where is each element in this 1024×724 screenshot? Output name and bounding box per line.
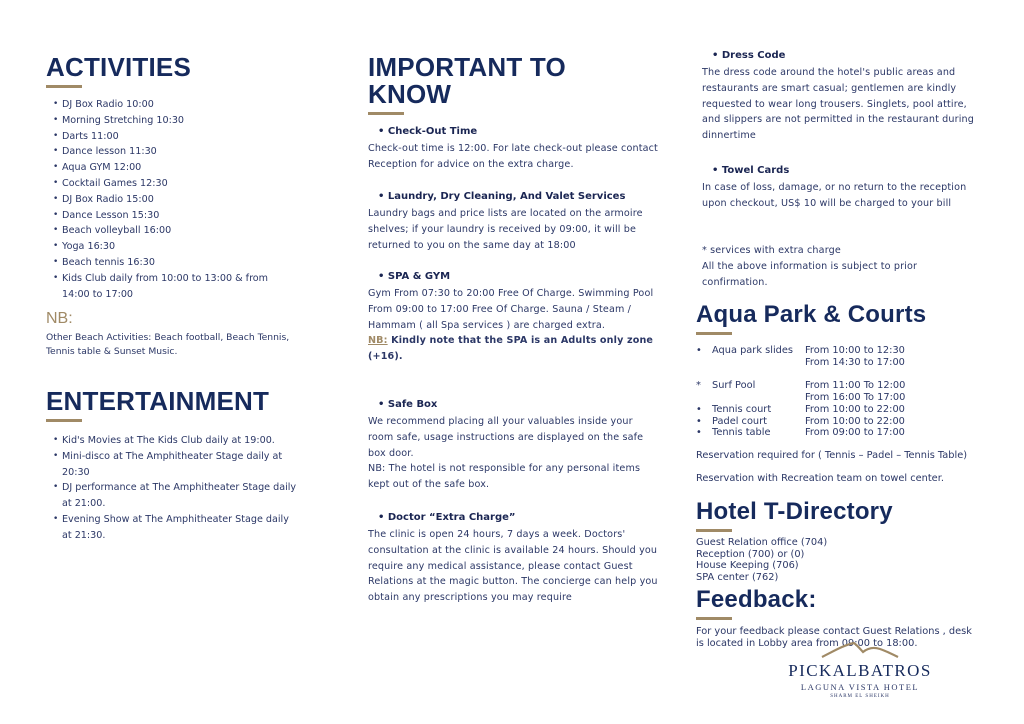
- checkout-section: [368, 126, 658, 173]
- list-item: • Aqua GYM 12:00: [46, 160, 296, 176]
- bullet-marker: •: [696, 427, 702, 439]
- towel-text: In case of loss, damage, or no return to the reception upon checkout, US$ 10 will be charged to your bill: [702, 182, 967, 209]
- laundry-title: • Laundry, Dry Cleaning, And Valet Services: [378, 191, 658, 202]
- reservation-required: Reservation required for ( Tennis – Padel – Tennis Table): [696, 450, 968, 461]
- checkout-title: • Check-Out Time: [378, 126, 658, 137]
- aqua-title: Aqua Park & Courts: [696, 301, 927, 328]
- title-rule: [696, 529, 732, 532]
- spa-section: [368, 271, 658, 365]
- bullet-marker: •: [696, 345, 702, 356]
- facility-hours: From 10:00 to 12:30 From 14:30 to 17:00: [805, 345, 905, 368]
- towel-title: • Towel Cards: [712, 165, 980, 176]
- logo-name: PICKALBATROS: [788, 661, 932, 680]
- directory-line: Guest Relation office (704): [696, 537, 828, 548]
- logo-location: SHARM EL SHEIKH: [830, 694, 890, 699]
- list-item: • Evening Show at The Amphitheater Stage daily at 21:30.: [46, 512, 300, 544]
- entertainment-list: [46, 433, 300, 544]
- title-rule: [46, 85, 82, 88]
- nb-text: Other Beach Activities: Beach football, Beach Tennis, Tennis table & Sunset Music.: [46, 332, 290, 357]
- laundry-section: [368, 191, 658, 253]
- doctor-text: The clinic is open 24 hours, 7 days a week. Doctors' consultation at the clinic is available 24 hours. Should you require any medical assistance, please contact Guest Relations at the magic button. The concierge can help you obtain any prescriptions you may require: [368, 529, 658, 604]
- doctor-section: [368, 512, 658, 606]
- list-item: • Cocktail Games 12:30: [46, 176, 296, 192]
- safe-section: [368, 399, 658, 493]
- table-row: [696, 345, 905, 368]
- important-title-line1: IMPORTANT TO: [368, 52, 566, 82]
- directory-line: House Keeping (706): [696, 560, 799, 572]
- feedback-text: For your feedback please contact Guest Relations , desk is located in Lobby area from 09:00 to 18:00.: [696, 626, 972, 649]
- title-rule: [696, 332, 732, 335]
- dress-title: • Dress Code: [712, 50, 980, 61]
- facility-name: Tennis court: [712, 403, 772, 415]
- extra-charge-note: * services with extra charge: [702, 245, 841, 256]
- safe-note: NB: The hotel is not responsible for any personal items kept out of the safe box.: [368, 463, 641, 491]
- subject-note: All the above information is subject to prior confirmation.: [702, 261, 918, 288]
- logo-subtitle: LAGUNA VISTA HOTEL: [800, 682, 920, 692]
- title-rule: [46, 419, 82, 422]
- table-row: [696, 416, 905, 428]
- bullet-marker: •: [696, 403, 702, 415]
- hotel-logo: [780, 641, 940, 699]
- facility-name: Padel court: [712, 415, 768, 427]
- facility-name: Surf Pool: [712, 380, 756, 392]
- facility-hours: From 09:00 to 17:00: [805, 427, 905, 439]
- spa-nb: [368, 333, 658, 365]
- bullet-marker: •: [696, 415, 702, 427]
- directory-line: Reception (700) or (0): [696, 548, 805, 560]
- facility-name: Tennis table: [712, 427, 771, 439]
- facility-hours: From 11:00 To 12:00 From 16:00 To 17:00: [805, 380, 906, 404]
- title-rule: [696, 617, 732, 620]
- table-row: [696, 427, 905, 439]
- list-item: • Morning Stretching 10:30: [46, 113, 296, 129]
- dress-text: The dress code around the hotel's public areas and restaurants are smart casual; gentlemen are kindly requested to wear long trousers. Singlets, pool attire, and slippers are not permitted in the restaurant during dinnertime: [702, 67, 975, 142]
- reservation-recreation: Reservation with Recreation team on towel center.: [696, 473, 944, 484]
- directory-title: Hotel T-Directory: [696, 498, 893, 525]
- activities-list: [46, 97, 296, 302]
- dress-section: [702, 50, 980, 144]
- safe-title: • Safe Box: [378, 399, 658, 410]
- activities-title: ACTIVITIES: [46, 52, 192, 82]
- directory-list: [696, 537, 827, 584]
- mountain-logo-icon: [820, 641, 900, 659]
- list-item: • Kids Club daily from 10:00 to 13:00 & from 14:00 to 17:00: [46, 271, 296, 303]
- title-rule: [368, 112, 404, 115]
- list-item: • DJ Box Radio 10:00: [46, 97, 296, 113]
- checkout-text: Check-out time is 12:00. For late check-out please contact Reception for advice on the extra charge.: [368, 143, 658, 170]
- list-item: • Dance Lesson 15:30: [46, 208, 296, 224]
- spa-title: • SPA & GYM: [378, 271, 658, 282]
- spa-nb-text: Kindly note that the SPA is an Adults only zone (+16).: [368, 335, 654, 363]
- directory-line: SPA center (762): [696, 572, 779, 584]
- safe-text: We recommend placing all your valuables inside your room safe, usage instructions are displayed on the safe box door.: [368, 416, 644, 459]
- table-row: [696, 380, 905, 403]
- bullet-marker: *: [696, 380, 701, 392]
- facility-hours: From 10:00 to 22:00: [805, 403, 905, 415]
- spa-nb-label: NB:: [368, 335, 388, 347]
- list-item: • Yoga 16:30: [46, 239, 296, 255]
- list-item: • Beach tennis 16:30: [46, 255, 296, 271]
- important-title-line2: KNOW: [368, 79, 452, 109]
- spa-text: Gym From 07:30 to 20:00 Free Of Charge. Swimming Pool From 09:00 to 17:00 Free Of Charge. Sauna / Steam / Hammam ( all Spa services ) are charged extra.: [368, 288, 654, 331]
- table-row: [696, 404, 905, 416]
- feedback-title: Feedback:: [696, 586, 817, 613]
- list-item: • Mini-disco at The Amphitheater Stage daily at 20:30: [46, 449, 300, 481]
- list-item: • DJ Box Radio 15:00: [46, 192, 296, 208]
- list-item: • Darts 11:00: [46, 129, 296, 145]
- entertainment-title: ENTERTAINMENT: [46, 386, 270, 416]
- nb-heading: NB:: [46, 310, 73, 327]
- aqua-schedule: [696, 345, 905, 439]
- facility-name: Aqua park slides: [712, 345, 794, 356]
- list-item: • DJ performance at The Amphitheater Stage daily at 21:00.: [46, 480, 300, 512]
- list-item: • Beach volleyball 16:00: [46, 223, 296, 239]
- doctor-title: • Doctor “Extra Charge”: [378, 512, 658, 523]
- list-item: • Kid's Movies at The Kids Club daily at 19:00.: [46, 433, 300, 449]
- towel-section: [702, 165, 980, 212]
- facility-hours: From 10:00 to 22:00: [805, 415, 905, 427]
- laundry-text: Laundry bags and price lists are located on the armoire shelves; if your laundry is received by 09:00, it will be returned to you on the same day at 18:00: [368, 208, 643, 251]
- list-item: • Dance lesson 11:30: [46, 144, 296, 160]
